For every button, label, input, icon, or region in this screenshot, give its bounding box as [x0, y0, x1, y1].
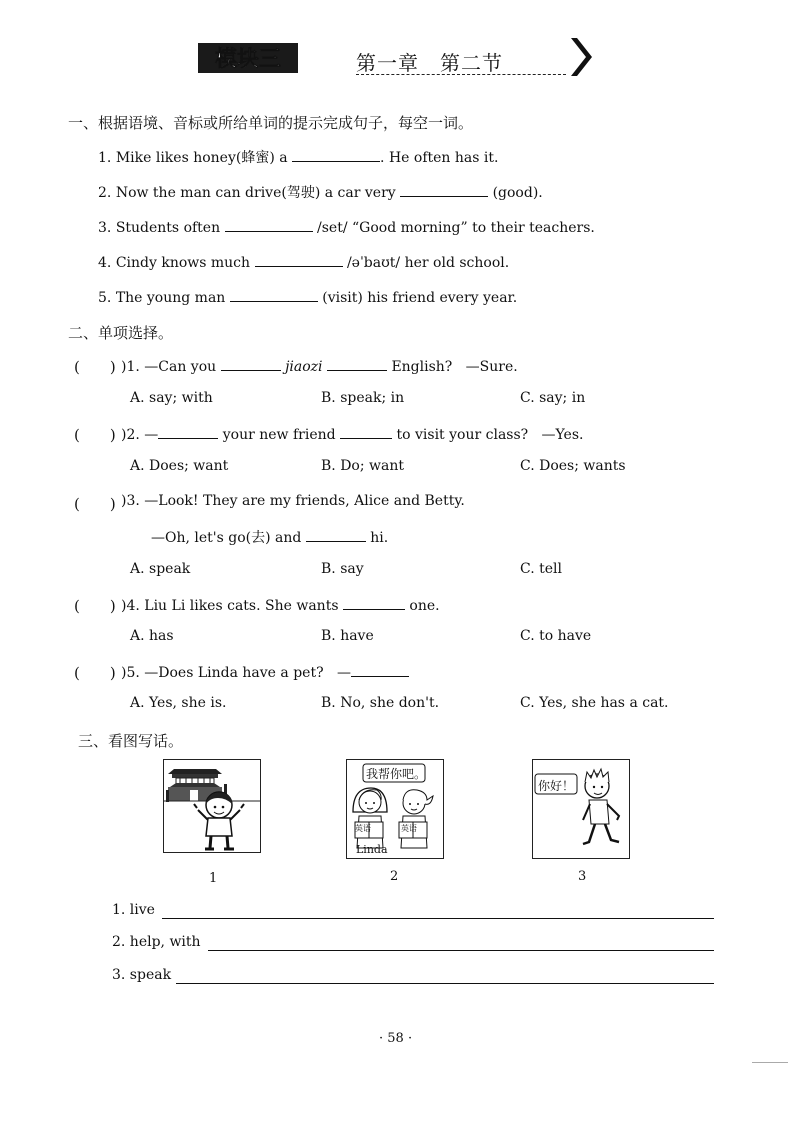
picture-label-2: 2	[390, 869, 399, 884]
s1-item-text: (good).	[492, 185, 543, 201]
page-number: · 58 ·	[379, 1031, 413, 1046]
section2-title: 二、单项选择。	[68, 324, 174, 342]
s2-question-2: )2. — your new friend to visit your class? —Yes.	[121, 424, 583, 443]
answer-blank[interactable]	[327, 356, 387, 371]
speech-bubble-help: 我帮你吧。	[366, 767, 427, 781]
writing-line-1[interactable]	[162, 918, 714, 919]
s2-question-1: )1. —Can you jiaozi English? —Sure.	[121, 356, 518, 375]
speech-bubble-hello: 你好！	[538, 779, 575, 793]
s1-item-text: (visit) his friend every year.	[322, 290, 518, 306]
s1-item-text: The young man	[115, 290, 226, 306]
option-a: A. say; with	[130, 390, 213, 406]
answer-paren[interactable]: ( )	[74, 426, 116, 444]
s1-item-num: 2.	[98, 185, 112, 201]
option-b: B. speak; in	[321, 390, 405, 406]
writing-line-3[interactable]	[176, 983, 714, 984]
edge-divider	[752, 1062, 788, 1063]
picture-3-frame	[532, 759, 630, 859]
girl-figure-left-icon	[353, 788, 387, 848]
section1-title: 一、根据语境、音标或所给单词的提示完成句子，每空一词。	[68, 114, 474, 132]
s1-item-text: /set/ “Good morning” to their teachers.	[317, 220, 595, 236]
write-prompt-1: 1. live	[112, 902, 155, 918]
s2-question-3-line2: —Oh, let's go(去) and hi.	[151, 527, 388, 547]
answer-paren[interactable]: ( )	[74, 358, 116, 376]
answer-blank[interactable]	[340, 424, 392, 439]
section3-title: 三、看图写话。	[78, 732, 184, 750]
write-prompt-2: 2. help, with	[112, 934, 201, 950]
answer-blank[interactable]	[255, 252, 343, 267]
answer-blank[interactable]	[221, 356, 281, 371]
s1-item-1	[98, 147, 498, 167]
option-b: B. No, she don't.	[321, 695, 440, 711]
option-b: B. say	[321, 561, 364, 577]
answer-blank[interactable]	[292, 147, 380, 162]
s1-item-text: Cindy knows much	[115, 255, 251, 271]
option-c: C. Does; wants	[520, 458, 626, 474]
answer-blank[interactable]	[230, 287, 318, 302]
picture-2-two-girls	[346, 759, 442, 857]
option-a: A. has	[130, 628, 174, 644]
s2-question-5: )5. —Does Linda have a pet? —	[121, 662, 409, 681]
picture-1-tiananmen-boy	[163, 759, 261, 853]
option-a: A. speak	[130, 561, 191, 577]
s1-item-num: 1.	[98, 150, 112, 166]
write-prompt-3: 3. speak	[112, 967, 172, 983]
option-a: A. Yes, she is.	[130, 695, 227, 711]
chevron-right-icon	[566, 36, 594, 78]
answer-blank[interactable]	[225, 217, 313, 232]
s1-item-5	[98, 287, 517, 306]
option-c: C. say; in	[520, 390, 586, 406]
s1-item-num: 4.	[98, 255, 112, 271]
option-c: C. Yes, she has a cat.	[520, 695, 669, 711]
answer-paren[interactable]: ( )	[74, 664, 116, 682]
s2-question-3: )3. —Look! They are my friends, Alice and Betty.	[121, 493, 465, 509]
option-b: B. have	[321, 628, 374, 644]
s1-item-3	[98, 217, 595, 236]
picture-label-1: 1	[209, 871, 218, 886]
s1-item-text: Students often	[115, 220, 221, 236]
s1-item-4	[98, 252, 509, 271]
answer-paren[interactable]: ( )	[74, 597, 116, 615]
picture-3-boy-greeting	[532, 759, 628, 857]
name-tag-linda: Linda	[356, 843, 388, 856]
boy-walking-icon	[583, 769, 619, 844]
s1-item-text: Now the man can drive(驾驶) a car very	[115, 185, 396, 201]
s1-item-text: Mike likes honey(蜂蜜) a	[115, 150, 288, 166]
title-underline	[356, 74, 566, 75]
module-badge	[198, 41, 298, 75]
s1-item-text: /əˈbaʊt/ her old school.	[346, 255, 510, 271]
s1-item-num: 5.	[98, 290, 112, 306]
s2-question-4: )4. Liu Li likes cats. She wants one.	[121, 595, 440, 614]
s1-item-text: . He often has it.	[380, 150, 499, 166]
option-c: C. tell	[520, 561, 562, 577]
s1-item-2	[98, 182, 543, 202]
s1-item-num: 3.	[98, 220, 112, 236]
writing-line-2[interactable]	[208, 950, 714, 951]
answer-blank[interactable]	[400, 182, 488, 197]
book-cover-english-right: 英语	[401, 824, 417, 833]
option-b: B. Do; want	[321, 458, 404, 474]
book-cover-english-left: 英语	[355, 824, 371, 833]
answer-blank[interactable]	[306, 527, 366, 542]
picture-label-3: 3	[578, 869, 587, 884]
girl-figure-right-icon	[399, 790, 433, 848]
module-badge-text: 模块三	[214, 47, 282, 72]
option-a: A. Does; want	[130, 458, 229, 474]
answer-paren[interactable]: ( )	[74, 495, 116, 513]
chapter-title: 第一章 第二节	[356, 51, 503, 75]
answer-blank[interactable]	[343, 595, 405, 610]
option-c: C. to have	[520, 628, 592, 644]
answer-blank[interactable]	[158, 424, 218, 439]
answer-blank[interactable]	[351, 662, 409, 677]
